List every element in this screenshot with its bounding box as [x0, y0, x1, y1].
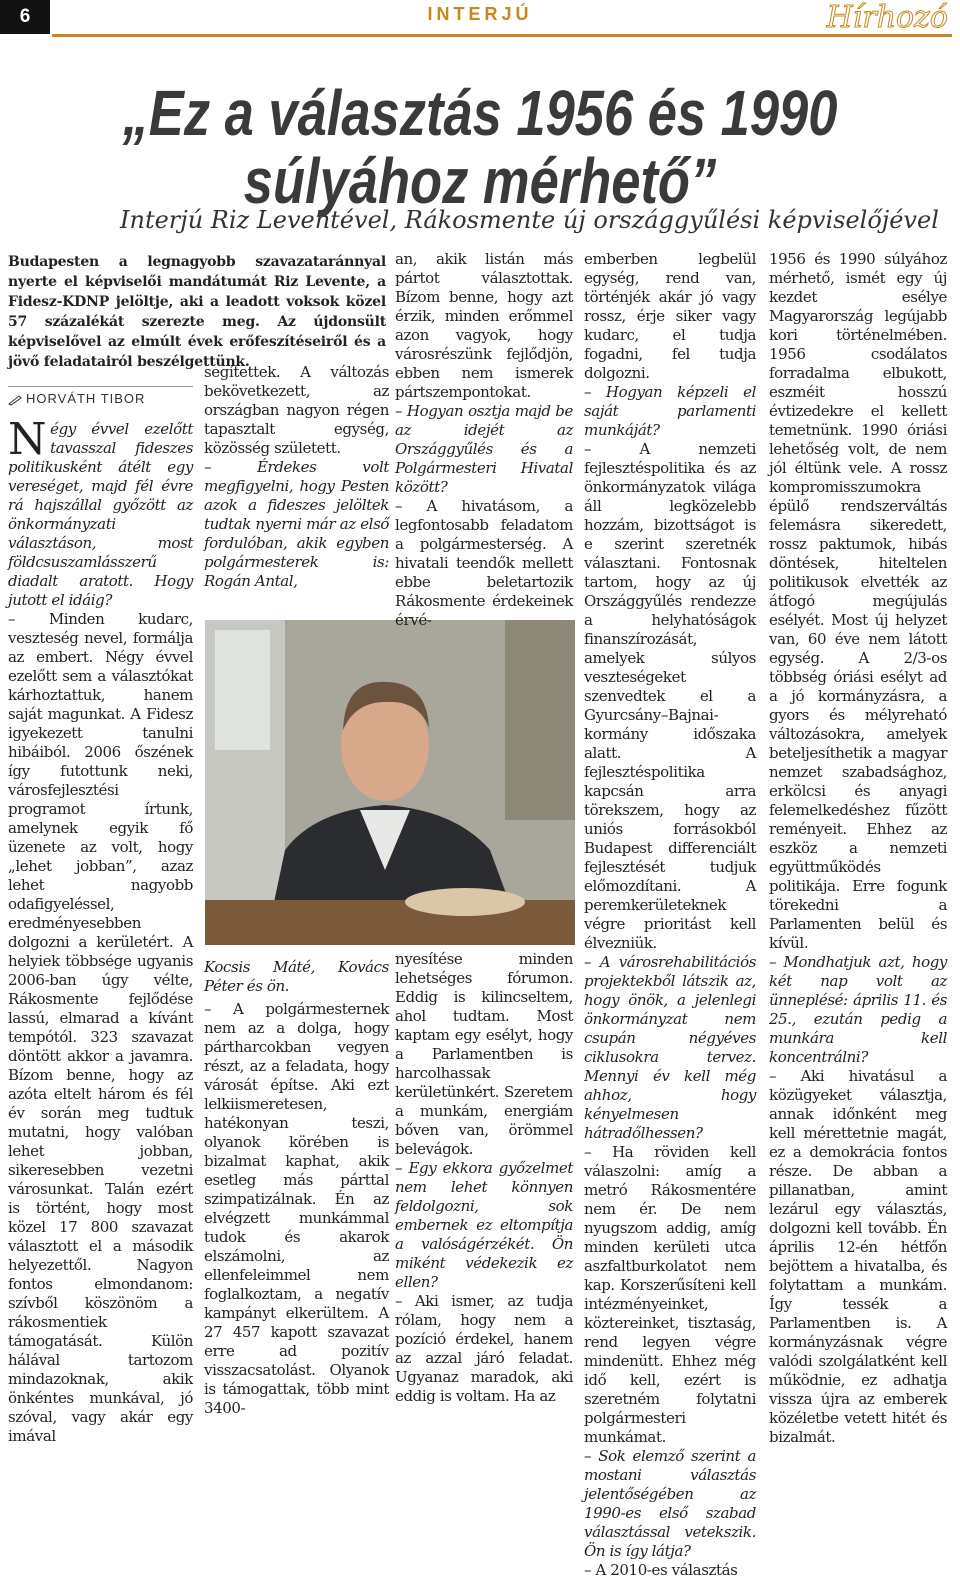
interview-answer: an, akik listán más pártot választottak. Bízom benne, hogy azt érzik, minden erőmmel azon vagyok, hogy városrészünk fejlődjön, ebben nem ismerek pártszempontokat. — [395, 250, 573, 401]
portrait-illustration — [205, 620, 575, 945]
byline — [8, 386, 193, 406]
article-lead: Budapesten a legnagyobb szavazataránnyal nyerte el képviselői mandátumát Riz Levente, a Fidesz-KDNP jelöltje, aki a leadott voksok közel 57 százalékát szerezte meg. Az újdonsült képviselővel az elmúlt évek erőfeszítéseiről és a jövő feladatairól beszélgettünk. — [8, 254, 386, 370]
interview-answer: – A hivatásom, a legfontosabb feladatom a polgármesterség. A hivatali teendők mellett ebbe beletartozik Rákosmente érdekeinek érvé- — [395, 497, 573, 629]
headline-line-1: „Ez a választás 1956 és 1990 — [122, 77, 838, 149]
interview-answer: – Aki ismer, az tudja rólam, hogy nem a pozíció érdekel, hanem az azzal járó feladat. Ugyanaz maradok, aki eddig is voltam. Ha az — [395, 1292, 573, 1405]
page-header — [0, 0, 960, 38]
interview-answer: nyesítése minden lehetséges fórumon. Eddig is kilincseltem, ahol tudtam. Most kaptam egy esélyt, hogy a Parlamentben is harcolhassak kerületünkért. Szeretem a munkám, energiám bőven van, örömmel belevágok. — [395, 950, 573, 1158]
column-5 — [769, 250, 947, 1447]
column-2-top — [204, 363, 389, 591]
interview-question: – A városrehabilitációs projektekből látszik az, hogy önök, a jelenlegi önkormányzat nem csupán négyéves ciklusokra tervez. Mennyi év kell még ahhoz, hogy kényelmesen hátradőlhessen? — [584, 953, 756, 1142]
drop-cap: N — [8, 414, 47, 465]
article-subtitle: Interjú Riz Leventével, Rákosmente új országgyűlési képviselőjével — [120, 206, 939, 234]
photo-caption: Kocsis Máté, Kovács Péter és ön. — [204, 958, 389, 995]
interview-answer: – Aki hivatásul a közügyeket választja, annak időnként meg kell mérettetnie magát, ez a demokrácia fontos része. De abban a pillanatban, amint lezárul egy választás, dolgozni kell tovább. Én április 12-én hétfőn bejöttem a hivatalba, és folytattam a munkám. Így tessék a Parlamentben is. A kormányzásnak végre valódi szolgálatként kell működnie, ez adhatja vissza újra az emberek közéletbe vetett hitét és bizalmát. — [769, 1067, 947, 1446]
interview-question — [8, 414, 193, 610]
page-number: 6 — [0, 0, 50, 34]
column-1 — [8, 414, 193, 1446]
section-title: INTERJÚ — [427, 4, 533, 24]
interview-question: – Érdekes volt megfigyelni, hogy Pesten azok a fideszes jelöltek tudtak nyerni már az első fordulóban, akik egyben polgármesterek is: Rogán Antal, — [204, 458, 389, 590]
interview-answer: emberben legbelül egység, rend van, történjék akár jó vagy rossz, érje siker vagy kudarc, el tudja fogadni, fel tudja dolgozni. — [584, 250, 756, 382]
column-3-top — [395, 250, 573, 630]
interview-answer: segítettek. A változás bekövetkezett, az országban nagyon régen tapasztalt egység, közösség született. — [204, 363, 389, 457]
headline-line-2: súlyához mérhető” — [243, 145, 717, 217]
column-2-bottom — [204, 1000, 389, 1418]
interview-answer: – Minden kudarc, veszteség nevel, formálja az embert. Négy évvel ezelőtt sem a választókat kárhoztattuk, hanem saját magunkat. A Fidesz igyekezett tanulni hibáiból. 2006 őszének így futottunk neki, városfejlesztési programot írtunk, amelynek egyik fő üzenete az volt, hogy „lehet jobban”, azaz lehet nagyobb odafigyeléssel, eredményesebben dolgozni a kerületért. A helyiek többsége ugyanis 2006-ban úgy vélte, Rákosmente fejlődése lassú, elmarad a kívánt tempótól. 323 szavazat döntött akkor a javamra. Bízom benne, hogy az azóta eltelt három és fél év során meg tudtuk mutatni, hogy valóban lehet jobban, sikeresebben vezetni városunkat. Talán ezért is történt, hogy most közel 17 800 szavazat választott el a második helyezettől. Nagyon fontos elmondanom: szívből köszönöm a rákosmentiek támogatását. Külön hálával tartozom mindazoknak, akik önkéntes munkával, jó szóval, vagy akár egy imával — [8, 610, 193, 1445]
interview-answer: 1956 és 1990 súlyához mérhető, ismét egy új kezdet esélye Magyarország legújabb kori történelmében. 1956 csodálatos forradalma elbukott, eszméit hosszú évtizedekre el kellett temetnünk. 1990 óriási lehetőség volt, de nem jól éltünk vele. A rossz kompromisszumokra épülő rendszerváltás felemásra sikeredett, rossz paktumok, hibás döntések, hiteltelen politikusok elvették az átfogó megújulás esélyét. Most új helyzet van, 60 éve nem látott egység. A 2/3-os többség óriási esélyt ad a jó kormányzásra, a gyors és mélyreható változásokra, amelyek beteljesíthetik a magyar nemzet szabadsághoz, erkölcsi és anyagi felemelkedéshez fűzött reményeit. Ehhez az eszköz a nemzeti együttműködés politikája. Erre fogunk törekedni a Parlamenten belül és kívül. — [769, 250, 947, 952]
masthead-logo: Hírhozó — [826, 0, 948, 35]
interview-answer: – A 2010-es választás — [584, 1561, 738, 1579]
interview-question: – Hogyan képzeli el saját parlamenti munkáját? — [584, 383, 756, 439]
interview-question: – Hogyan osztja majd be az idejét az Országgyűlés és a Polgármesteri Hivatal között? — [395, 402, 573, 496]
column-4 — [584, 250, 756, 1580]
interview-answer: – Ha röviden kell válaszolni: amíg a metró Rákosmentére nem ér. De nem nyugszom addig, amíg minden kerületi utca aszfaltburkolatot nem kap. Korszerűsíteni kell intézményeinket, köztereinket, tisztaság, rend legyen végre mindenütt. Ehhez még idő kell, ezért is szeretném folytatni polgármesteri munkámat. — [584, 1143, 756, 1446]
interview-question: – Sok elemző szerint a mostani választás jelentőségében az 1990-es első szabad választással vetekszik. Ön is így látja? — [584, 1447, 756, 1560]
column-3-bottom — [395, 950, 573, 1406]
question-text: égy évvel ezelőtt tavasszal fideszes politikusként átélt egy vereséget, majd fél évre rá hajszállal győzött az önkormányzati választáson, most földcsuszamlásszerű diadalt aratott. Hogy jutott el idáig? — [8, 420, 193, 609]
interview-question: – Egy ekkora győzelmet nem lehet könnyen feldolgozni, sok embernek ez eltompítja a valóságérzékét. Ön miként védekezik ez ellen? — [395, 1159, 573, 1291]
interview-answer: – A nemzeti fejlesztéspolitika és az önkormányzatok világa áll legközelebb hozzám, bizottságot is e szerint szeretnék választani. Fontosnak tartom, hogy az új Országgyűlés rendezze a helyhatóságok finanszírozását, amelyek súlyos veszteségeket szenvedtek el a Gyurcsány–Bajnai-kormány időszaka alatt. A fejlesztéspolitika kapcsán arra törekszem, hogy az uniós forrásokból Budapest differenciált fejlesztését tudjuk előmozdítani. A peremkerületeknek végre prioritást kell élvezniük. — [584, 440, 756, 952]
interview-question: – Mondhatjuk azt, hogy két nap volt az ünneplésé: április 11. és 25., ezután pedig a munkára kell koncentrálni? — [769, 953, 947, 1066]
pen-icon — [8, 395, 22, 405]
interview-photo — [205, 620, 575, 945]
interview-answer: – A polgármesternek nem az a dolga, hogy pártharcokban vegyen részt, az a feladata, hogy városát építse. Aki ezt lelkiismeretesen, hatékonyan teszi, olyanok körében is bizalmat kaphat, akik esetleg más párttal szimpatizálnak. Én az elvégzett munkámmal tudok és akarok elszámolni, az ellenfeleimmel nem foglalkoztam, a negatív kampányt elkerültem. A 27 457 kapott szavazat erre ad pozitív visszacsatolást. Olyanok is támogattak, több mint 3400- — [204, 1000, 389, 1417]
header-rule — [52, 34, 952, 37]
byline-author: HORVÁTH TIBOR — [26, 391, 146, 406]
